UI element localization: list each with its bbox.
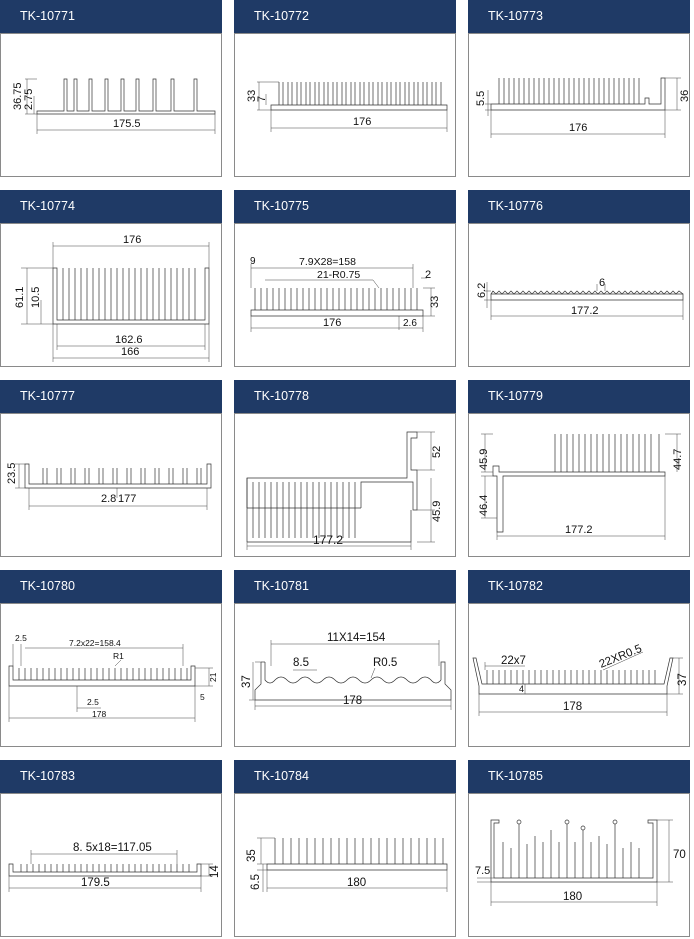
- dim-top-width: 176: [123, 234, 142, 246]
- dim-height: 70: [673, 849, 686, 861]
- profile-drawing-box: [0, 223, 222, 367]
- profile-drawing: [469, 414, 691, 558]
- dim-width: 177.2: [571, 305, 599, 317]
- dim-radius: R1: [113, 651, 124, 661]
- dim-width: 177: [118, 493, 137, 505]
- dim-height: 36: [679, 89, 691, 102]
- product-cell-tk-10776: [468, 190, 690, 317]
- profile-drawing: [1, 224, 223, 368]
- dim-fin-height: 44.7: [672, 448, 684, 470]
- profile-drawing: [469, 794, 691, 938]
- dim-base: 4: [519, 684, 525, 694]
- product-title: TK-10771: [0, 0, 222, 33]
- profile-drawing: [235, 34, 457, 178]
- product-cell-tk-10784: [234, 760, 456, 890]
- dim-height: 6.2: [476, 282, 488, 298]
- dim-lower-height: 46.4: [478, 494, 490, 516]
- dim-height: 14: [209, 865, 221, 878]
- profile-drawing-box: [0, 793, 222, 937]
- product-cell-tk-10774: [0, 190, 222, 358]
- product-cell-tk-10771: [0, 0, 222, 130]
- product-title: TK-10785: [468, 760, 690, 793]
- dim-outer-width: 166: [121, 346, 140, 358]
- profile-drawing-box: [468, 603, 690, 747]
- product-title: TK-10775: [234, 190, 456, 223]
- profile-drawing: [1, 34, 223, 178]
- profile-drawing-box: [234, 33, 456, 177]
- dim-width: 179.5: [81, 877, 110, 889]
- profile-drawing: [469, 604, 691, 748]
- profile-drawing-box: [468, 793, 690, 937]
- profile-drawing-box: [468, 413, 690, 557]
- dim-radius: 22XR0.5: [597, 642, 644, 671]
- product-cell-tk-10783: [0, 760, 222, 889]
- product-title: TK-10783: [0, 760, 222, 793]
- dim-height: 21: [208, 672, 218, 682]
- dim-width: 177.2: [565, 524, 593, 536]
- profile-drawing: [235, 794, 457, 938]
- profile-drawing: [235, 604, 457, 748]
- dim-edge: 2.5: [15, 633, 27, 643]
- dim-height: 23.5: [6, 462, 18, 484]
- profile-drawing-box: [468, 223, 690, 367]
- product-title: TK-10774: [0, 190, 222, 223]
- dim-radius: R0.5: [373, 657, 398, 669]
- profile-drawing-box: [0, 33, 222, 177]
- profile-drawing: [469, 34, 691, 178]
- product-cell-tk-10778: [234, 380, 456, 547]
- profile-drawing: [235, 414, 457, 558]
- dim-pitch: 7.2x22=158.4: [69, 638, 121, 648]
- dim-base: 5.5: [475, 90, 487, 106]
- dim-width: 176: [569, 122, 588, 134]
- dim-base: 10.5: [30, 286, 42, 308]
- profile-drawing: [235, 224, 457, 368]
- dim-radius: 21-R0.75: [317, 269, 361, 281]
- dim-width: 178: [563, 701, 583, 713]
- dim-base: 2.8: [101, 493, 117, 505]
- dim-inner-width: 162.6: [115, 334, 143, 346]
- dim-width: 177.2: [313, 533, 344, 547]
- dim-width: 176: [323, 317, 342, 329]
- dim-pitch-label: 9: [250, 256, 256, 267]
- profile-drawing-box: [234, 413, 456, 557]
- product-cell-tk-10775: [234, 190, 456, 329]
- dim-upper-height: 45.9: [478, 448, 490, 470]
- product-title: TK-10780: [0, 570, 222, 603]
- profile-drawing-box: [0, 413, 222, 557]
- dim-pitch: 22x7: [501, 655, 526, 667]
- product-cell-tk-10780: [0, 570, 222, 719]
- dim-base: 2.75: [23, 88, 35, 110]
- dim-pitch: 8. 5x18=117.05: [73, 842, 152, 854]
- dim-base: 7.5: [475, 865, 491, 877]
- product-title: TK-10778: [234, 380, 456, 413]
- profile-drawing-box: [0, 603, 222, 747]
- product-cell-tk-10781: [234, 570, 456, 707]
- dim-width: 178: [92, 709, 107, 719]
- product-title: TK-10779: [468, 380, 690, 413]
- dim-pitch: 11X14=154: [327, 632, 386, 644]
- product-title: TK-10772: [234, 0, 456, 33]
- dim-base: 7: [256, 95, 268, 102]
- dim-base: 5: [200, 692, 205, 702]
- profile-drawing: [1, 414, 223, 558]
- profile-drawing-box: [234, 603, 456, 747]
- product-title: TK-10777: [0, 380, 222, 413]
- dim-width: 176: [353, 116, 372, 128]
- profile-drawing-box: [234, 793, 456, 937]
- product-cell-tk-10777: [0, 380, 222, 505]
- product-title: TK-10776: [468, 190, 690, 223]
- product-title: TK-10773: [468, 0, 690, 33]
- dim-base-inner: 2.5: [87, 697, 99, 707]
- product-title: TK-10781: [234, 570, 456, 603]
- product-title: TK-10782: [468, 570, 690, 603]
- product-cell-tk-10773: [468, 0, 691, 134]
- dim-fin-thickness: 2: [425, 269, 432, 281]
- dim-fin-pitch: 6: [599, 277, 606, 289]
- profile-drawing: [1, 794, 223, 938]
- dim-lower-height: 45.9: [431, 500, 443, 522]
- dim-height: 37: [241, 675, 253, 688]
- product-cell-tk-10779: [468, 380, 690, 536]
- dim-height: 35: [246, 849, 258, 862]
- dim-height: 33: [246, 89, 258, 102]
- dim-width: 180: [347, 877, 367, 889]
- product-cell-tk-10782: [468, 570, 690, 713]
- profile-drawing-box: [234, 223, 456, 367]
- product-cell-tk-10785: [468, 760, 690, 903]
- dim-width: 180: [563, 891, 583, 903]
- product-cell-tk-10772: [234, 0, 456, 128]
- dim-height: 33: [429, 295, 441, 308]
- dim-base: 6.5: [250, 874, 262, 890]
- dim-fin-pitch: 8.5: [293, 657, 309, 669]
- dim-width: 178: [343, 695, 363, 707]
- dim-base: 2.6: [403, 318, 417, 329]
- profile-drawing-box: [468, 33, 690, 177]
- dim-upper-height: 52: [431, 445, 443, 458]
- profile-drawing: [469, 224, 691, 368]
- dim-height: 36.75: [12, 82, 24, 110]
- dim-height: 61.1: [14, 286, 26, 308]
- dim-pitch: 7.9X28=158: [299, 256, 356, 268]
- dim-width: 175.5: [113, 118, 141, 130]
- product-title: TK-10784: [234, 760, 456, 793]
- profile-drawing: [1, 604, 223, 748]
- dim-height: 37: [677, 673, 689, 686]
